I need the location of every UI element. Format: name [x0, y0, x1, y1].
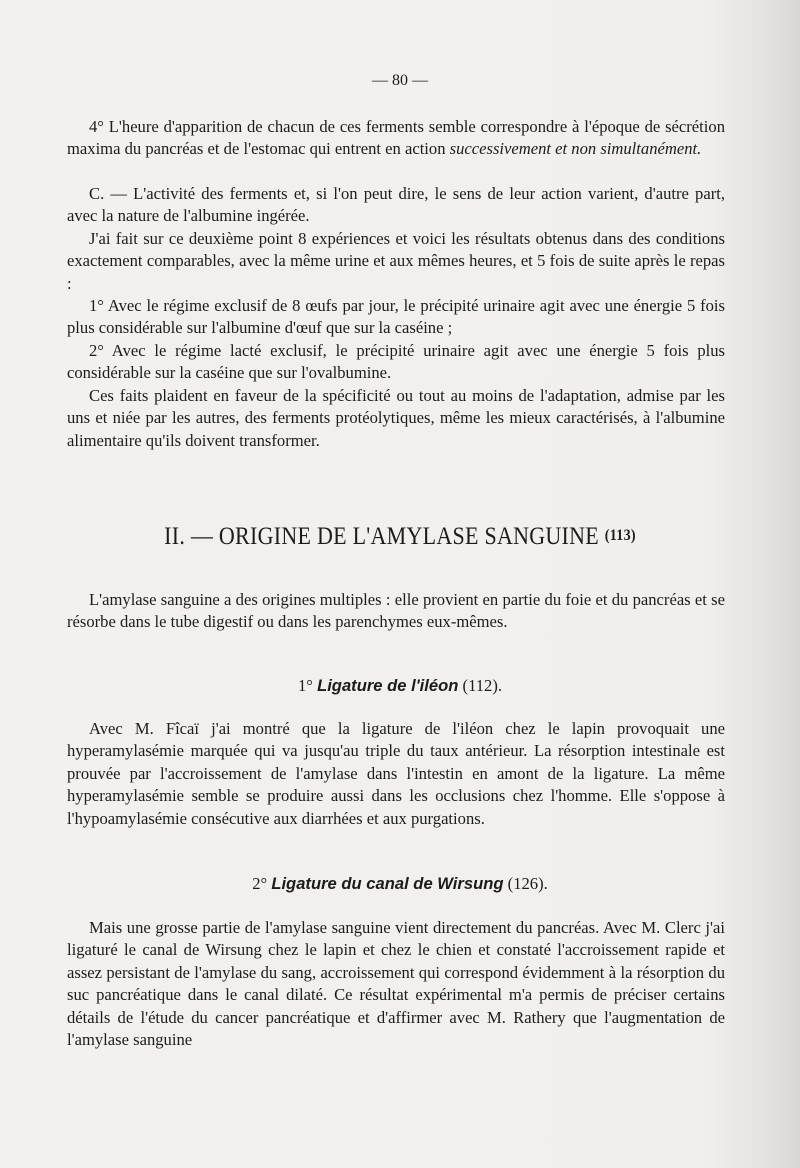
section-title-text: II. — ORIGINE DE L'AMYLASE SANGUINE [164, 523, 600, 550]
subheading-title: Ligature de l'iléon [317, 676, 459, 695]
paragraph-ligature-ileon: Avec M. Fîcaï j'ai montré que la ligature de l'iléon chez le lapin provoquait une hyperamylasémie marquée qui va jusqu'au triple du taux antérieur. La résorption intestinale est prouvée par l'accroissement de l'amylase dans l'intestin en amont de la ligature. La même hyperamylasémie semble se produire aussi dans les occlusions chez l'homme. Elle s'oppose à l'hypoamylasémie consécutive aux diarrhées et aux purgations. [67, 719, 725, 828]
subheading-ligature-wirsung [0, 874, 800, 894]
subheading-reference: (126). [507, 874, 548, 893]
paragraph-experiences: J'ai fait sur ce deuxième point 8 expériences et voici les résultats obtenus dans des conditions exactement comparables, avec la même urine et aux mêmes heures, et 5 fois de suite après le repas : [67, 229, 725, 293]
paragraph-4-heure [67, 116, 725, 161]
page-number: — 80 — [372, 72, 428, 89]
subheading-title: Ligature du canal de Wirsung [271, 874, 504, 893]
section-reference: (113) [604, 527, 636, 544]
paragraph-regime-oeufs: 1° Avec le régime exclusif de 8 œufs par jour, le précipité urinaire agit avec une énergie 5 fois plus considérable sur l'albumine d'œuf que sur la caséine ; [67, 296, 725, 338]
subheading-reference: (112). [462, 676, 503, 695]
paragraph-text: 4° L'heure d'apparition de chacun de ces ferments semble correspondre à l'époque de sécrétion maxima du pancréas et de l'estomac qui entrent en action [67, 117, 725, 159]
paragraph-canal-wirsung: Mais une grosse partie de l'amylase sanguine vient directement du pancréas. Avec M. Clerc j'ai ligaturé le canal de Wirsung chez le lapin et chez le chien et constaté l'accroissement rapide et assez persistant de l'amylase du sang, accroissement qui correspond évidemment à la résorption du suc pancréatique dans le canal dilaté. Ce résultat expérimental m'a permis de préciser certains détails de l'étude du cancer pancréatique et d'affirmer avec M. Rathery que l'augmentation de l'amylase sanguine [67, 918, 725, 1050]
paragraph-c-activite: C. — L'activité des ferments et, si l'on peut dire, le sens de leur action varient, d'autre part, avec la nature de l'albumine ingérée. [67, 184, 725, 226]
subheading-number: 1° [297, 676, 313, 695]
paragraph-amylase-origines: L'amylase sanguine a des origines multiples : elle provient en partie du foie et du pancréas et se résorbe dans le tube digestif ou dans les parenchymes eux-mêmes. [67, 590, 725, 632]
emphasis-text: successivement et non simultanément. [449, 139, 702, 159]
paragraph-regime-lacte: 2° Avec le régime lacté exclusif, le précipité urinaire agit avec une énergie 5 fois plus considérable sur la caséine que sur l'ovalbumine. [67, 341, 725, 383]
subheading-number: 2° [252, 874, 268, 893]
subheading-ligature-ileon [0, 676, 800, 696]
section-title [48, 523, 752, 551]
paragraph-specificite: Ces faits plaident en faveur de la spécificité ou tout au moins de l'adaptation, admise par les uns et niée par les autres, des ferments protéolytiques, même les mieux caractérisés, à l'albumine alimentaire qu'ils doivent transformer. [67, 386, 725, 450]
